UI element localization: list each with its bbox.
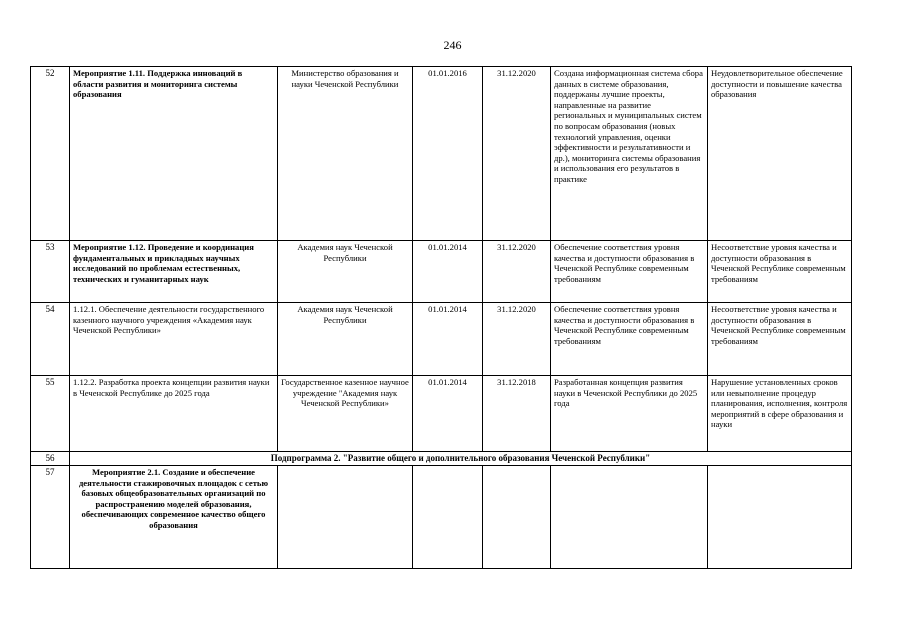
result-cell: Обеспечение соответствия уровня качества и доступности образования в Чеченской Республике современным требованиям (551, 241, 708, 303)
start-date-cell: 01.01.2016 (413, 67, 483, 241)
row-number: 52 (31, 67, 70, 241)
end-date-cell: 31.12.2020 (483, 241, 551, 303)
start-date-cell (413, 466, 483, 569)
row-number: 56 (31, 452, 70, 466)
end-date-cell: 31.12.2018 (483, 376, 551, 452)
start-date-cell: 01.01.2014 (413, 303, 483, 376)
event-cell: Мероприятие 1.12. Проведение и координация фундаментальных и прикладных научных исследований по проблемам естественных, технических и гуманитарных наук (70, 241, 278, 303)
table-row (31, 376, 852, 452)
event-cell: Мероприятие 2.1. Создание и обеспечение деятельности стажировочных площадок с сетью базовых общеобразовательных организаций по распространению моделей образования, обеспечивающих современное качество общего образования (70, 466, 278, 569)
row-number: 54 (31, 303, 70, 376)
consequence-cell: Нарушение установленных сроков или невыполнение процедур планирования, исполнения, контроля мероприятий в сфере образования и науки (708, 376, 852, 452)
subprogram-title: Подпрограмма 2. "Развитие общего и дополнительного образования Чеченской Республики" (70, 452, 852, 466)
end-date-cell: 31.12.2020 (483, 303, 551, 376)
result-cell: Разработанная концепция развития науки в Чеченской Республики до 2025 года (551, 376, 708, 452)
table-row (31, 466, 852, 569)
row-number: 53 (31, 241, 70, 303)
result-cell: Обеспечение соответствия уровня качества и доступности образования в Чеченской Республике современным требованиям (551, 303, 708, 376)
end-date-cell: 31.12.2020 (483, 67, 551, 241)
start-date-cell: 01.01.2014 (413, 241, 483, 303)
executor-cell: Академия наук Чеченской Республики (278, 241, 413, 303)
end-date-cell (483, 466, 551, 569)
executor-cell (278, 466, 413, 569)
table-row (31, 303, 852, 376)
consequence-cell: Несоответствие уровня качества и доступности образования в Чеченской Республике современным требованиям (708, 241, 852, 303)
page-number: 246 (443, 38, 462, 52)
row-number: 55 (31, 376, 70, 452)
executor-cell: Министерство образования и науки Чеченской Республики (278, 67, 413, 241)
consequence-cell (708, 466, 852, 569)
result-cell (551, 466, 708, 569)
table-row (31, 241, 852, 303)
executor-cell: Государственное казенное научное учреждение "Академия наук Чеченской Республики» (278, 376, 413, 452)
event-cell: 1.12.1. Обеспечение деятельности государственного казенного научного учреждения «Академия наук Чеченской Республики» (70, 303, 278, 376)
consequence-cell: Неудовлетворительное обеспечение доступности и повышение качества образования (708, 67, 852, 241)
executor-cell: Академия наук Чеченской Республики (278, 303, 413, 376)
event-cell: Мероприятие 1.11. Поддержка инноваций в области развития и мониторинга системы образования (70, 67, 278, 241)
row-number: 57 (31, 466, 70, 569)
activities-table (30, 66, 852, 569)
subprogram-row (31, 452, 852, 466)
start-date-cell: 01.01.2014 (413, 376, 483, 452)
event-cell: 1.12.2. Разработка проекта концепции развития науки в Чеченской Республике до 2025 года (70, 376, 278, 452)
table-row (31, 67, 852, 241)
consequence-cell: Несоответствие уровня качества и доступности образования в Чеченской Республике современным требованиям (708, 303, 852, 376)
result-cell: Создана информационная система сбора данных в системе образования, поддержаны лучшие проекты, направленные на развитие региональных и муниципальных систем по вопросам образования (новых технологий управления, оценки эффективности и результативности и др.), мониторинга системы образования и использования его результатов в практике (551, 67, 708, 241)
